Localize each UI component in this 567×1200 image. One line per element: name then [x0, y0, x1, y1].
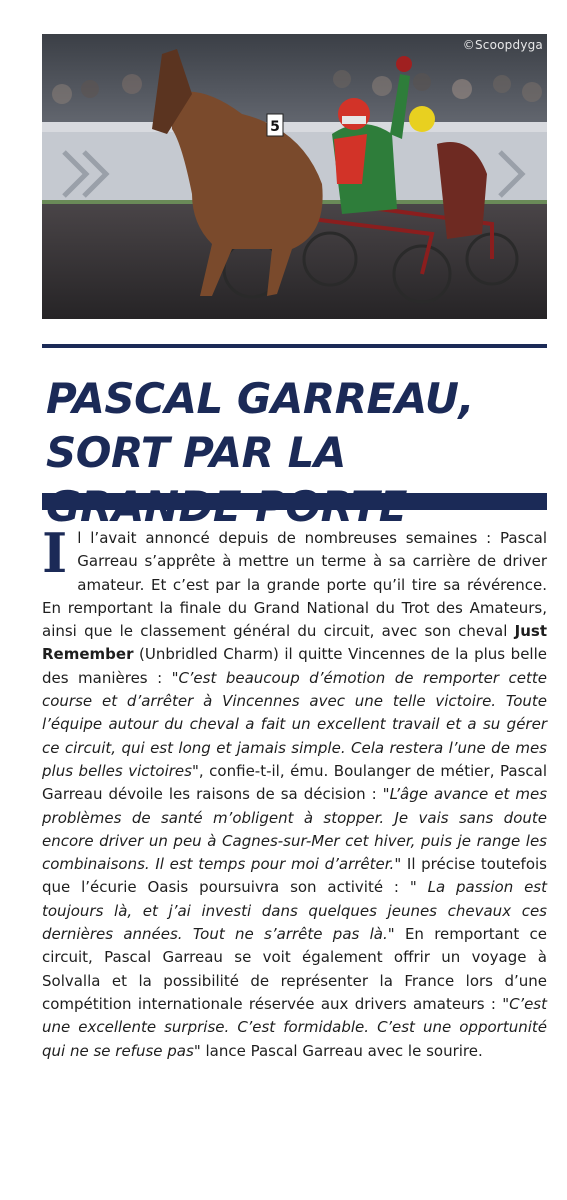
body-text-2: (Unbridled Charm) il quitte Vincennes de la plus belle des manières : " [42, 645, 547, 687]
quote-2: L’âge avance et mes problèmes de santé m’obligent à stopper. Je vais sans doute encore driver un peu à Cagnes-sur-Mer cet hiver, puis je range les combinaisons. Il est temps pour moi d’arrêter. [42, 785, 548, 874]
body-text-5: " En remportant ce circuit, Pascal Garreau se voit également offrir un voyage à Solvalla et la possibilité de représenter la France lors d’une compétition internationale réservée aux drivers amateurs : " [42, 925, 547, 1013]
body-text-4: " Il précise toutefois que l’écurie Oasis poursuivra son activité : " [42, 855, 547, 897]
title-rule-top [42, 344, 547, 348]
horse-name: Just Remember [42, 622, 547, 664]
body-text-1: l l’avait annoncé depuis de nombreuses semaines : Pascal Garreau s’apprête à mettre un terme à sa carrière de driver amateur. Et c’est par la grande porte qu’il tire sa révérence. En remportant la finale du Grand National du Trot des Amateurs, ainsi que le classement général du circuit, avec son cheval [42, 529, 547, 641]
article-title: PASCAL GARREAU, SORT PAR LA [46, 374, 474, 477]
photo-credit: ©Scoopdyga [462, 38, 543, 52]
quote-3: La passion est toujours là, et j’ai investi dans quelques jeunes chevaux ces dernières années. Tout ne s’arrête pas là. [42, 878, 547, 944]
article-body [42, 521, 548, 1063]
quote-4: C’est une excellente surprise. C’est formidable. C’est une opportunité qui ne se refuse pas [42, 994, 547, 1060]
body-text-6: " lance Pascal Garreau avec le sourire. [193, 1041, 483, 1060]
article-photo [42, 34, 547, 319]
title-rule-bottom [42, 493, 547, 510]
dropcap-letter: I [42, 521, 68, 585]
quote-1: C’est beaucoup d’émotion de remporter cette course et d’arrêter à Vincennes avec une telle victoire. Toute l’équipe autour du cheval a fait un excellent travail et a su gérer ce circuit, qui est long et jamais simple. Cela restera l’une de mes plus belles victoires [42, 668, 547, 780]
race-scene-illustration [42, 34, 547, 319]
saddle-number: 5 [270, 119, 280, 135]
body-text-3: ", confie-t-il, ému. Boulanger de métier, Pascal Garreau dévoile les raisons de sa décision : " [42, 761, 547, 804]
